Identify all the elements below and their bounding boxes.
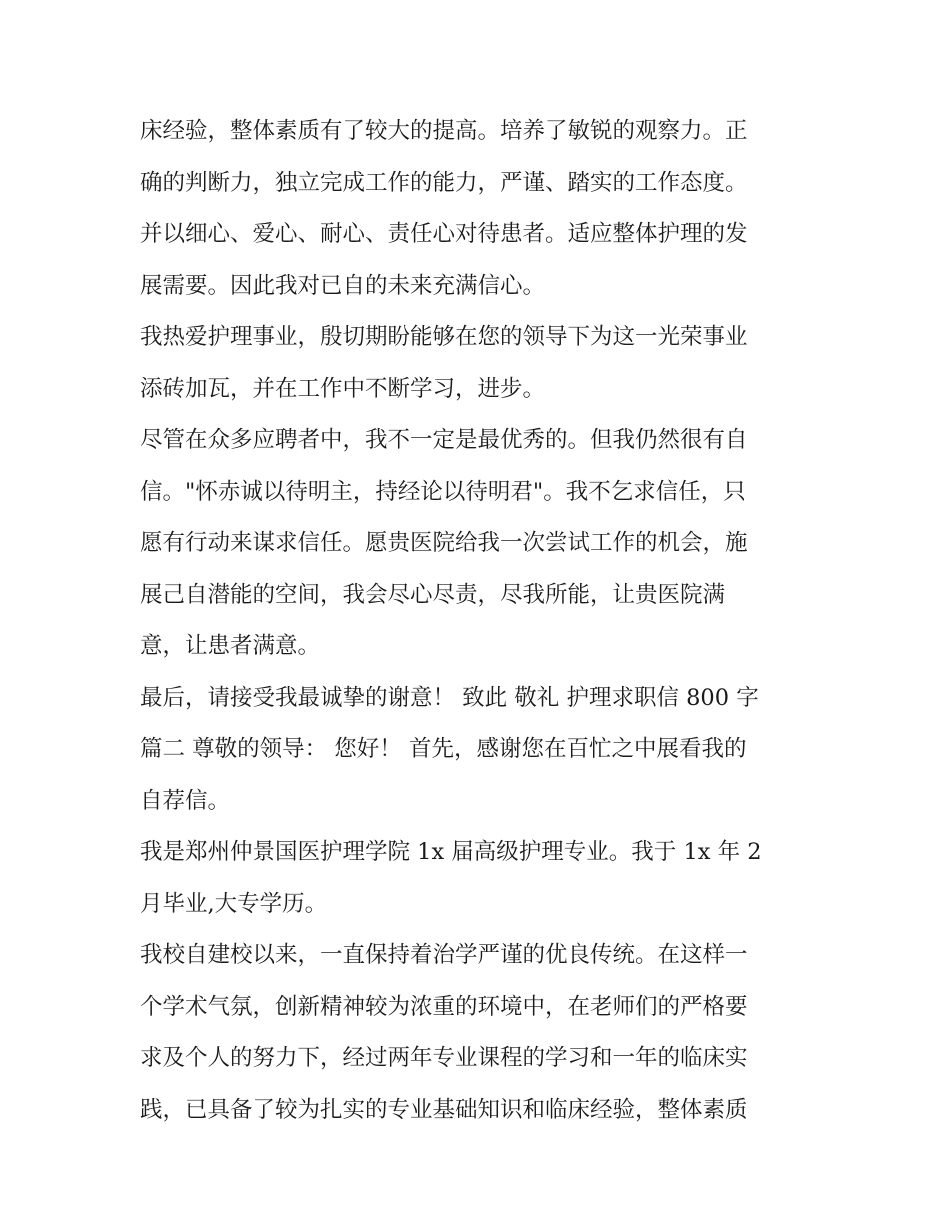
text-line: 信。"怀赤诚以待明主，持经论以待明君"。我不乞求信任，只 — [140, 478, 746, 505]
text-line: 确的判断力，独立完成工作的能力，严谨、踏实的工作态度。 — [140, 169, 748, 196]
text-line: 尽管在众多应聘者中，我不一定是最优秀的。但我仍然很有自 — [140, 427, 748, 453]
text-line: 自荐信。 — [140, 787, 231, 814]
body-text — [140, 106, 820, 1136]
text-line: 意，让患者满意。 — [140, 633, 321, 659]
text-line: 展需要。因此我对已自的未来充满信心。 — [140, 272, 546, 299]
text-line: 最后，请接受我最诚挚的谢意！ 致此 敬礼 护理求职信 800 字 — [140, 684, 759, 711]
text-line: 求及个人的努力下，经过两年专业课程的学习和一年的临床实 — [140, 1045, 748, 1071]
text-line: 并以细心、爱心、耐心、责任心对待患者。适应整体护理的发 — [140, 221, 748, 247]
text-line: 添砖加瓦，并在工作中不断学习，进步。 — [140, 375, 546, 402]
text-line: 篇二 尊敬的领导： 您好！ 首先，感谢您在百忙之中展看我的 — [140, 736, 747, 762]
text-line: 月毕业,大专学历。 — [140, 890, 328, 917]
text-line: 我校自建校以来，一直保持着治学严谨的优良传统。在这样一 — [140, 942, 748, 968]
text-line: 床经验，整体素质有了较大的提高。培养了敏锐的观察力。正 — [140, 118, 748, 144]
text-line: 我热爱护理事业，殷切期盼能够在您的领导下为这一光荣事业 — [140, 324, 748, 350]
text-line: 我是郑州仲景国医护理学院 1x 届高级护理专业。我于 1x 年 2 — [140, 839, 762, 865]
text-line: 愿有行动来谋求信任。愿贵医院给我一次尝试工作的机会，施 — [140, 530, 748, 556]
text-line: 展己自潜能的空间，我会尽心尽责，尽我所能，让贵医院满 — [140, 581, 726, 608]
text-line: 践，已具备了较为扎实的专业基础知识和临床经验，整体素质 — [140, 1096, 748, 1123]
text-line: 个学术气氛，创新精神较为浓重的环境中，在老师们的严格要 — [140, 993, 748, 1020]
